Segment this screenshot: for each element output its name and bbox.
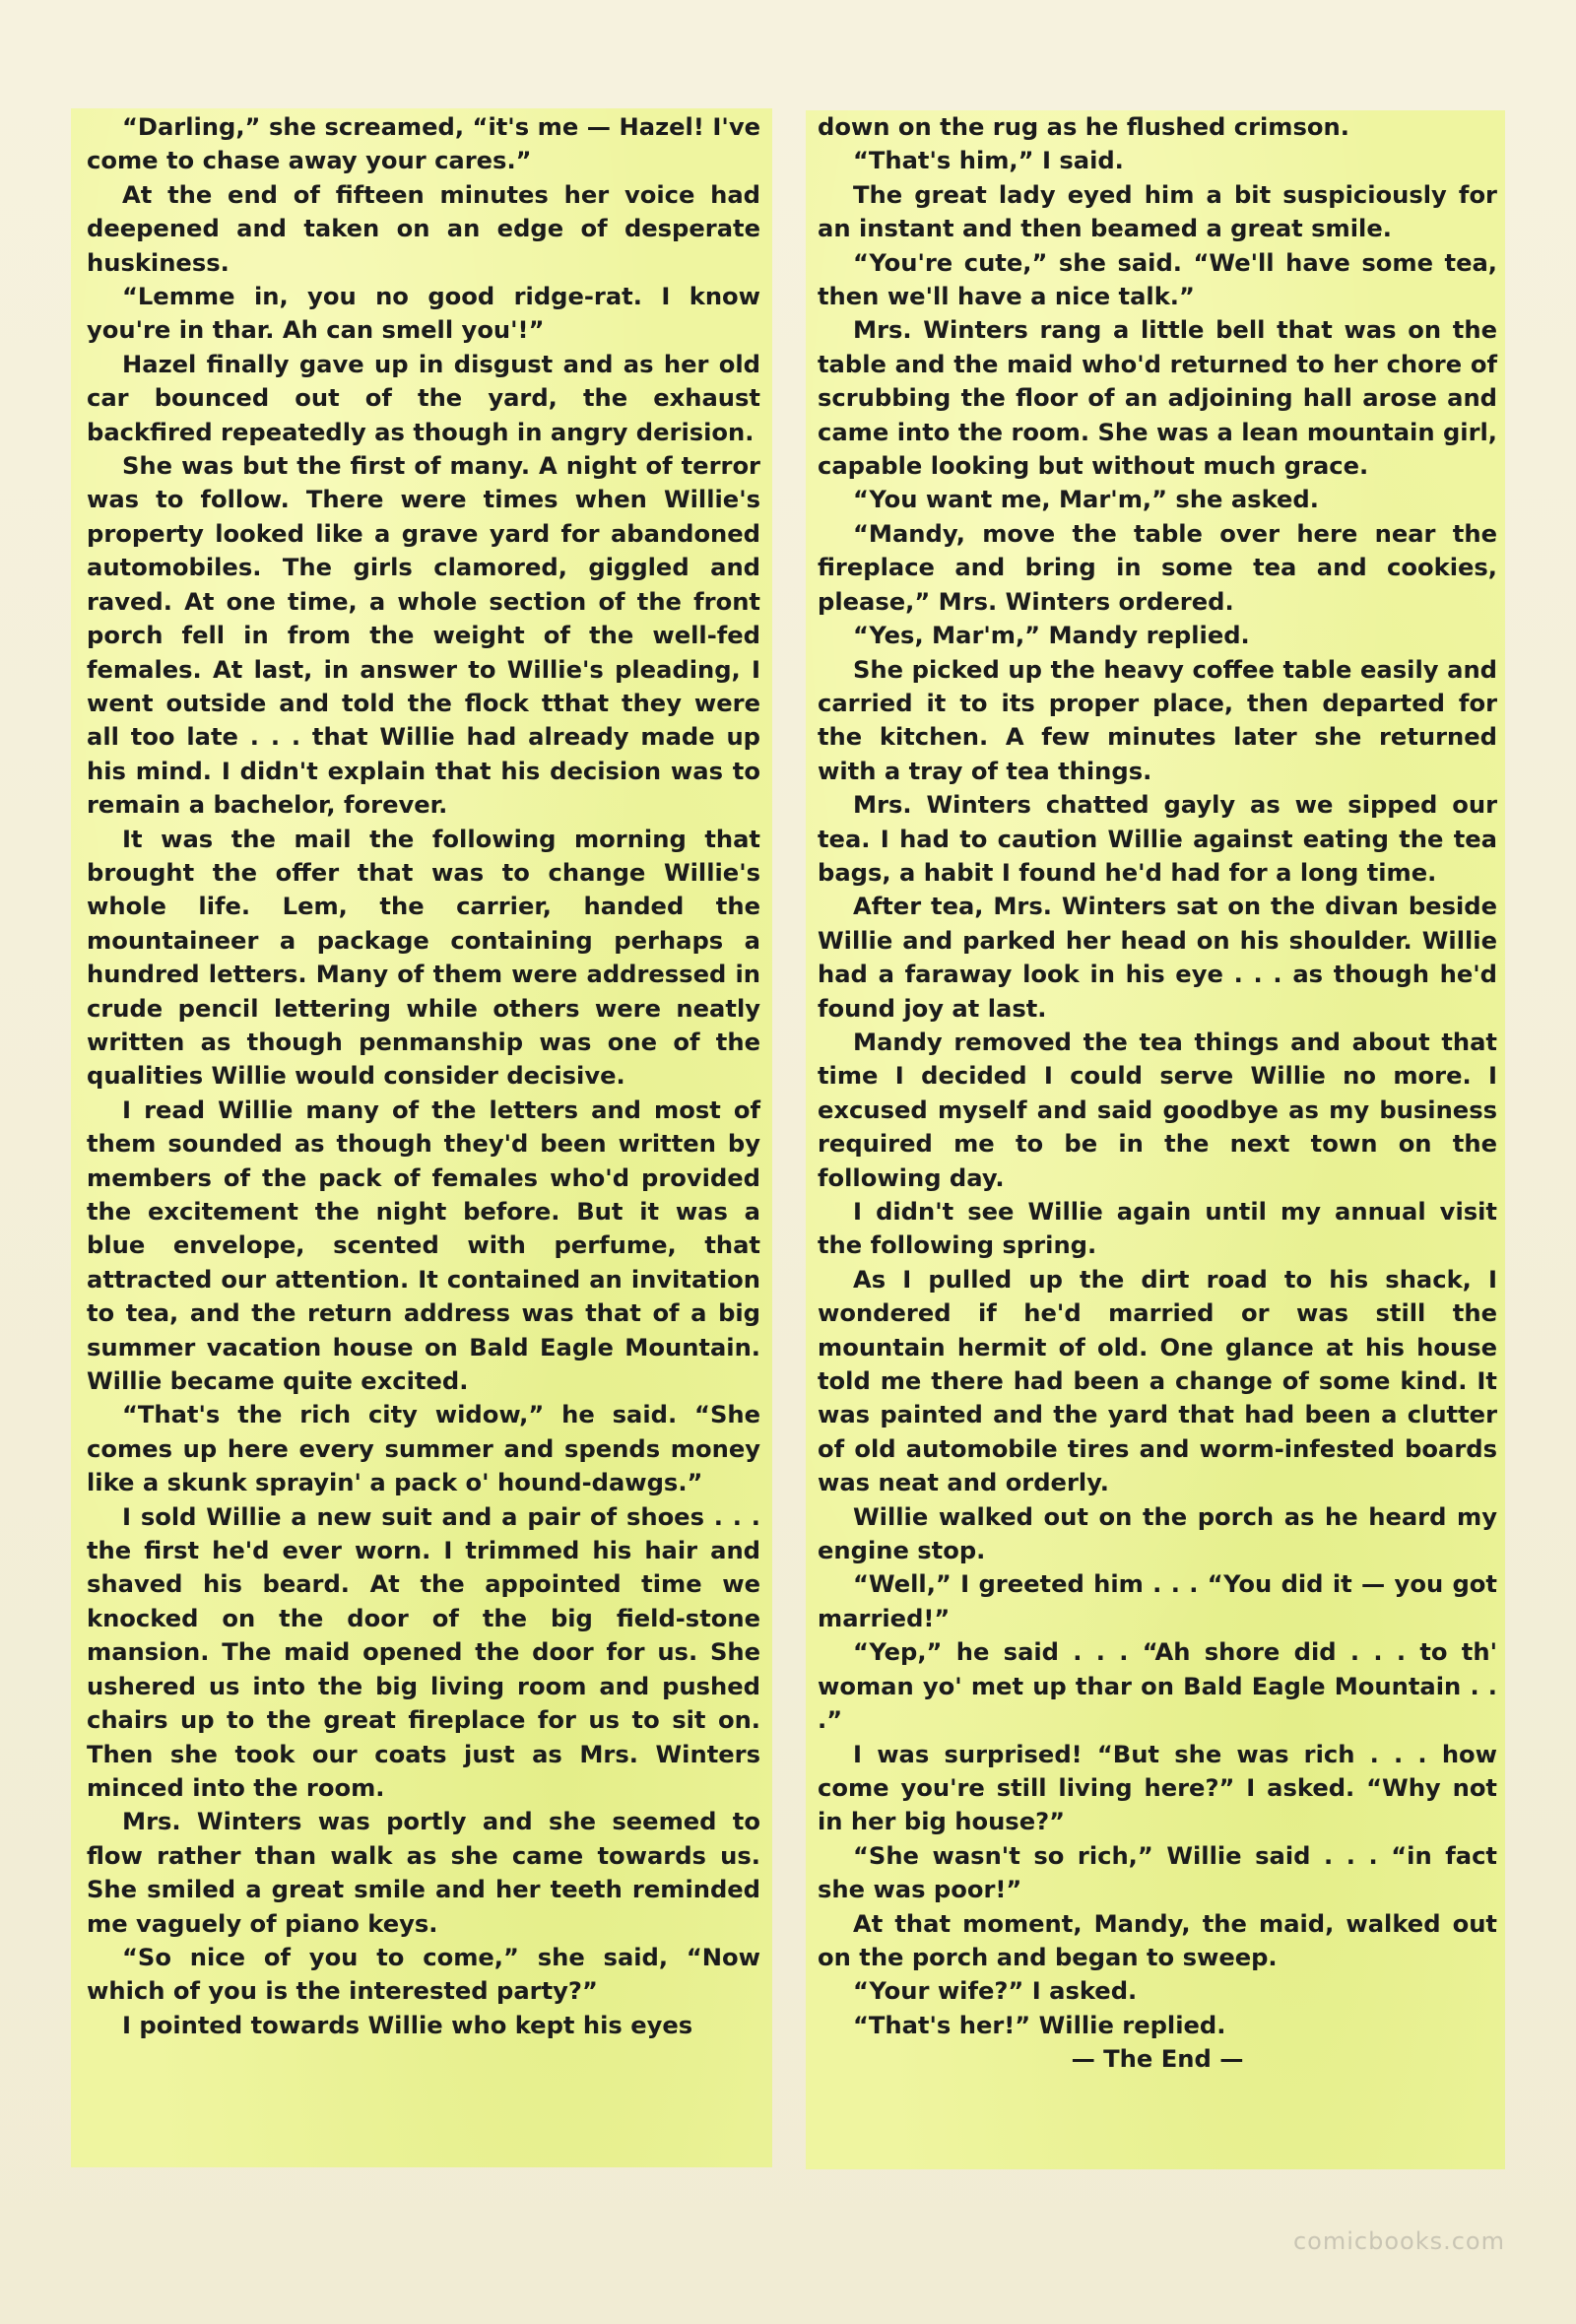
paragraph: I sold Willie a new suit and a pair of shoes . . . the first he'd ever worn. I trimmed his hair and shaved his beard. At the appointed time we knocked on the door of the big field-stone mansion. The maid opened the door for us. She ushered us into the big living room and pushed chairs up to the great fireplace for us to sit on. Then she took our coats just as Mrs. Winters minced into the room. [87, 1502, 760, 1802]
paragraph: “Your wife?” I asked. [853, 1977, 1138, 2006]
left-text-column [87, 110, 760, 2042]
paragraph: “You're cute,” she said. “We'll have some tea, then we'll have a nice talk.” [818, 248, 1497, 311]
paragraph: “That's the rich city widow,” he said. “She comes up here every summer and spends money like a skunk sprayin' a pack o' hound-dawgs.” [87, 1401, 760, 1497]
paragraph: “Mandy, move the table over here near the fireplace and bring in some tea and cookies, please,” Mrs. Winters ordered. [818, 519, 1497, 616]
paragraph: “Yep,” he said . . . “Ah shore did . . . to th' woman yo' met up thar on Bald Eagle Mountain . . .” [818, 1638, 1497, 1735]
paragraph: It was the mail the following morning that brought the offer that was to change Willie's whole life. Lem, the carrier, handed the mountaineer a package containing perhaps a hundred letters. Many of them were addressed in crude pencil lettering while others were neatly written as though penmanship was one of the qualities Willie would consider decisive. [87, 825, 760, 1091]
paragraph: After tea, Mrs. Winters sat on the divan beside Willie and parked her head on his shoulder. Willie had a faraway look in his eye . . . as though he'd found joy at last. [818, 893, 1497, 1023]
paragraph: Hazel finally gave up in disgust and as her old car bounced out of the yard, the exhaust backfired repeatedly as though in angry derision. [87, 350, 760, 446]
paragraph-continuation: down on the rug as he flushed crimson. [818, 113, 1349, 141]
paragraph: “Darling,” she screamed, “it's me — Hazel! I've come to chase away your cares.” [87, 113, 760, 175]
paragraph: She picked up the heavy coffee table easily and carried it to its proper place, then departed for the kitchen. A few minutes later she returned with a tray of tea things. [818, 655, 1497, 785]
paragraph: “Lemme in, you no good ridge-rat. I know you're in thar. Ah can smell you'!” [87, 283, 760, 345]
paragraph: Mrs. Winters was portly and she seemed to flow rather than walk as she came towards us. She smiled a great smile and her teeth reminded me vaguely of piano keys. [87, 1808, 760, 1938]
paragraph: “That's him,” I said. [853, 147, 1124, 175]
paragraph: I read Willie many of the letters and most of them sounded as though they'd been written by members of the pack of females who'd provided the excitement the night before. But it was a blue envelope, scented with perfume, that attracted our attention. It contained an invitation to tea, and the return address was that of a big summer vacation house on Bald Eagle Mountain. Willie became quite excited. [87, 1096, 760, 1396]
paragraph: “That's her!” Willie replied. [853, 2011, 1226, 2039]
paragraph: “So nice of you to come,” she said, “Now which of you is the interested party?” [87, 1943, 760, 2006]
the-end-label: — The End — [1071, 2045, 1244, 2074]
paragraph: Mrs. Winters chatted gayly as we sipped our tea. I had to caution Willie against eating the tea bags, a habit I found he'd had for a long time. [818, 791, 1497, 887]
paragraph: “Yes, Mar'm,” Mandy replied. [853, 622, 1250, 650]
right-text-column [818, 110, 1497, 2077]
paragraph: “You want me, Mar'm,” she asked. [853, 486, 1319, 514]
paragraph: Willie walked out on the porch as he heard my engine stop. [818, 1502, 1497, 1565]
paragraph: I was surprised! “But she was rich . . . how come you're still living here?” I asked. “Why not in her big house?” [818, 1740, 1497, 1836]
paragraph: As I pulled up the dirt road to his shack, I wondered if he'd married or was still the mountain hermit of old. One glance at his house told me there had been a change of some kind. It was painted and the yard that had been a clutter of old automobile tires and worm-infested boards was neat and orderly. [818, 1265, 1497, 1497]
paragraph: At the end of fifteen minutes her voice had deepened and taken on an edge of desperate huskiness. [87, 180, 760, 277]
paragraph: Mrs. Winters rang a little bell that was on the table and the maid who'd returned to her chore of scrubbing the floor of an adjoining hall arose and came into the room. She was a lean mountain girl, capable looking but without much grace. [818, 316, 1497, 481]
paragraph: The great lady eyed him a bit suspiciously for an instant and then beamed a great smile. [818, 180, 1497, 243]
paragraph: I pointed towards Willie who kept his eyes [122, 2011, 693, 2039]
paragraph: Mandy removed the tea things and about that time I decided I could serve Willie no more. I excused myself and said goodbye as my business required me to be in the next town on the following day. [818, 1028, 1497, 1192]
watermark: comicbooks.com [1292, 2227, 1505, 2255]
paragraph: At that moment, Mandy, the maid, walked out on the porch and began to sweep. [818, 1909, 1497, 1971]
paragraph: “She wasn't so rich,” Willie said . . . “in fact she was poor!” [818, 1841, 1497, 1904]
paragraph: “Well,” I greeted him . . . “You did it — you got married!” [818, 1570, 1497, 1632]
paragraph: I didn't see Willie again until my annual visit the following spring. [818, 1198, 1497, 1260]
paragraph: She was but the first of many. A night of terror was to follow. There were times when Willie's property looked like a grave yard for abandoned automobiles. The girls clamored, giggled and raved. At one time, a whole section of the front porch fell in from the weight of the well-fed females. At last, in answer to Willie's pleading, I went outside and told the flock tthat they were all too late . . . that Willie had already made up his mind. I didn't explain that his decision was to remain a bachelor, forever. [87, 452, 760, 820]
